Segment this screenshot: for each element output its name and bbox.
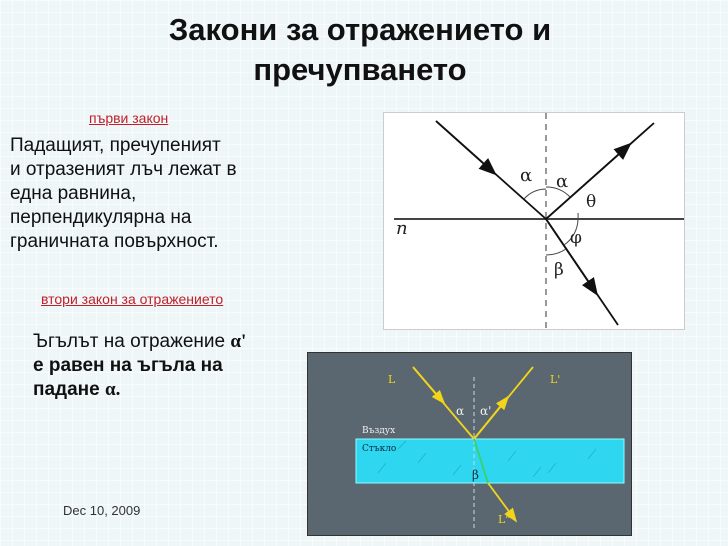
first-law-line: перпендикулярна на bbox=[10, 207, 192, 228]
label-alpha: α bbox=[520, 165, 533, 186]
first-law-line: една равнина, bbox=[10, 183, 137, 204]
second-law-part3: падане bbox=[33, 379, 105, 400]
second-law-link[interactable]: втори закон за отражението bbox=[41, 291, 224, 307]
slide-date: Dec 10, 2009 bbox=[63, 503, 141, 518]
label-alpha-prime: α' bbox=[480, 404, 492, 418]
first-law-link[interactable]: първи закон bbox=[89, 110, 169, 126]
second-law-part1: Ъгълът на отражение bbox=[33, 331, 231, 352]
first-law-line: Падащият, пречупеният bbox=[10, 135, 221, 156]
label-n: n bbox=[396, 218, 408, 239]
second-law-part2: е равен на ъгъла на bbox=[33, 355, 223, 376]
first-law-line: граничната повърхност. bbox=[10, 231, 219, 252]
first-law-text bbox=[10, 134, 237, 254]
label-alpha: α bbox=[456, 404, 465, 418]
label-glass: Стъкло bbox=[362, 444, 397, 454]
page-title: Закони за отражението и пречупването bbox=[168, 12, 552, 87]
label-air: Въздух bbox=[362, 426, 396, 436]
second-law-text bbox=[33, 330, 246, 402]
label-L-double: L" bbox=[498, 513, 511, 526]
air-glass-diagram bbox=[307, 352, 632, 536]
label-beta: β bbox=[554, 260, 564, 280]
air-glass-diagram-svg bbox=[308, 353, 631, 535]
label-L: L bbox=[388, 373, 396, 386]
label-alpha-right: α bbox=[556, 171, 569, 192]
first-law-line: и отразеният лъч лежат в bbox=[10, 159, 237, 180]
label-beta: β bbox=[472, 468, 479, 482]
label-theta: θ bbox=[586, 192, 597, 212]
refraction-diagram-svg bbox=[384, 113, 684, 329]
angle-arc-beta bbox=[546, 249, 566, 255]
alpha-prime-symbol: α' bbox=[230, 331, 247, 352]
refraction-diagram bbox=[383, 112, 685, 330]
label-phi: φ bbox=[570, 228, 582, 248]
alpha-symbol: α. bbox=[105, 379, 121, 400]
label-L-prime: L' bbox=[550, 373, 561, 386]
angle-arc-alpha bbox=[524, 189, 546, 199]
